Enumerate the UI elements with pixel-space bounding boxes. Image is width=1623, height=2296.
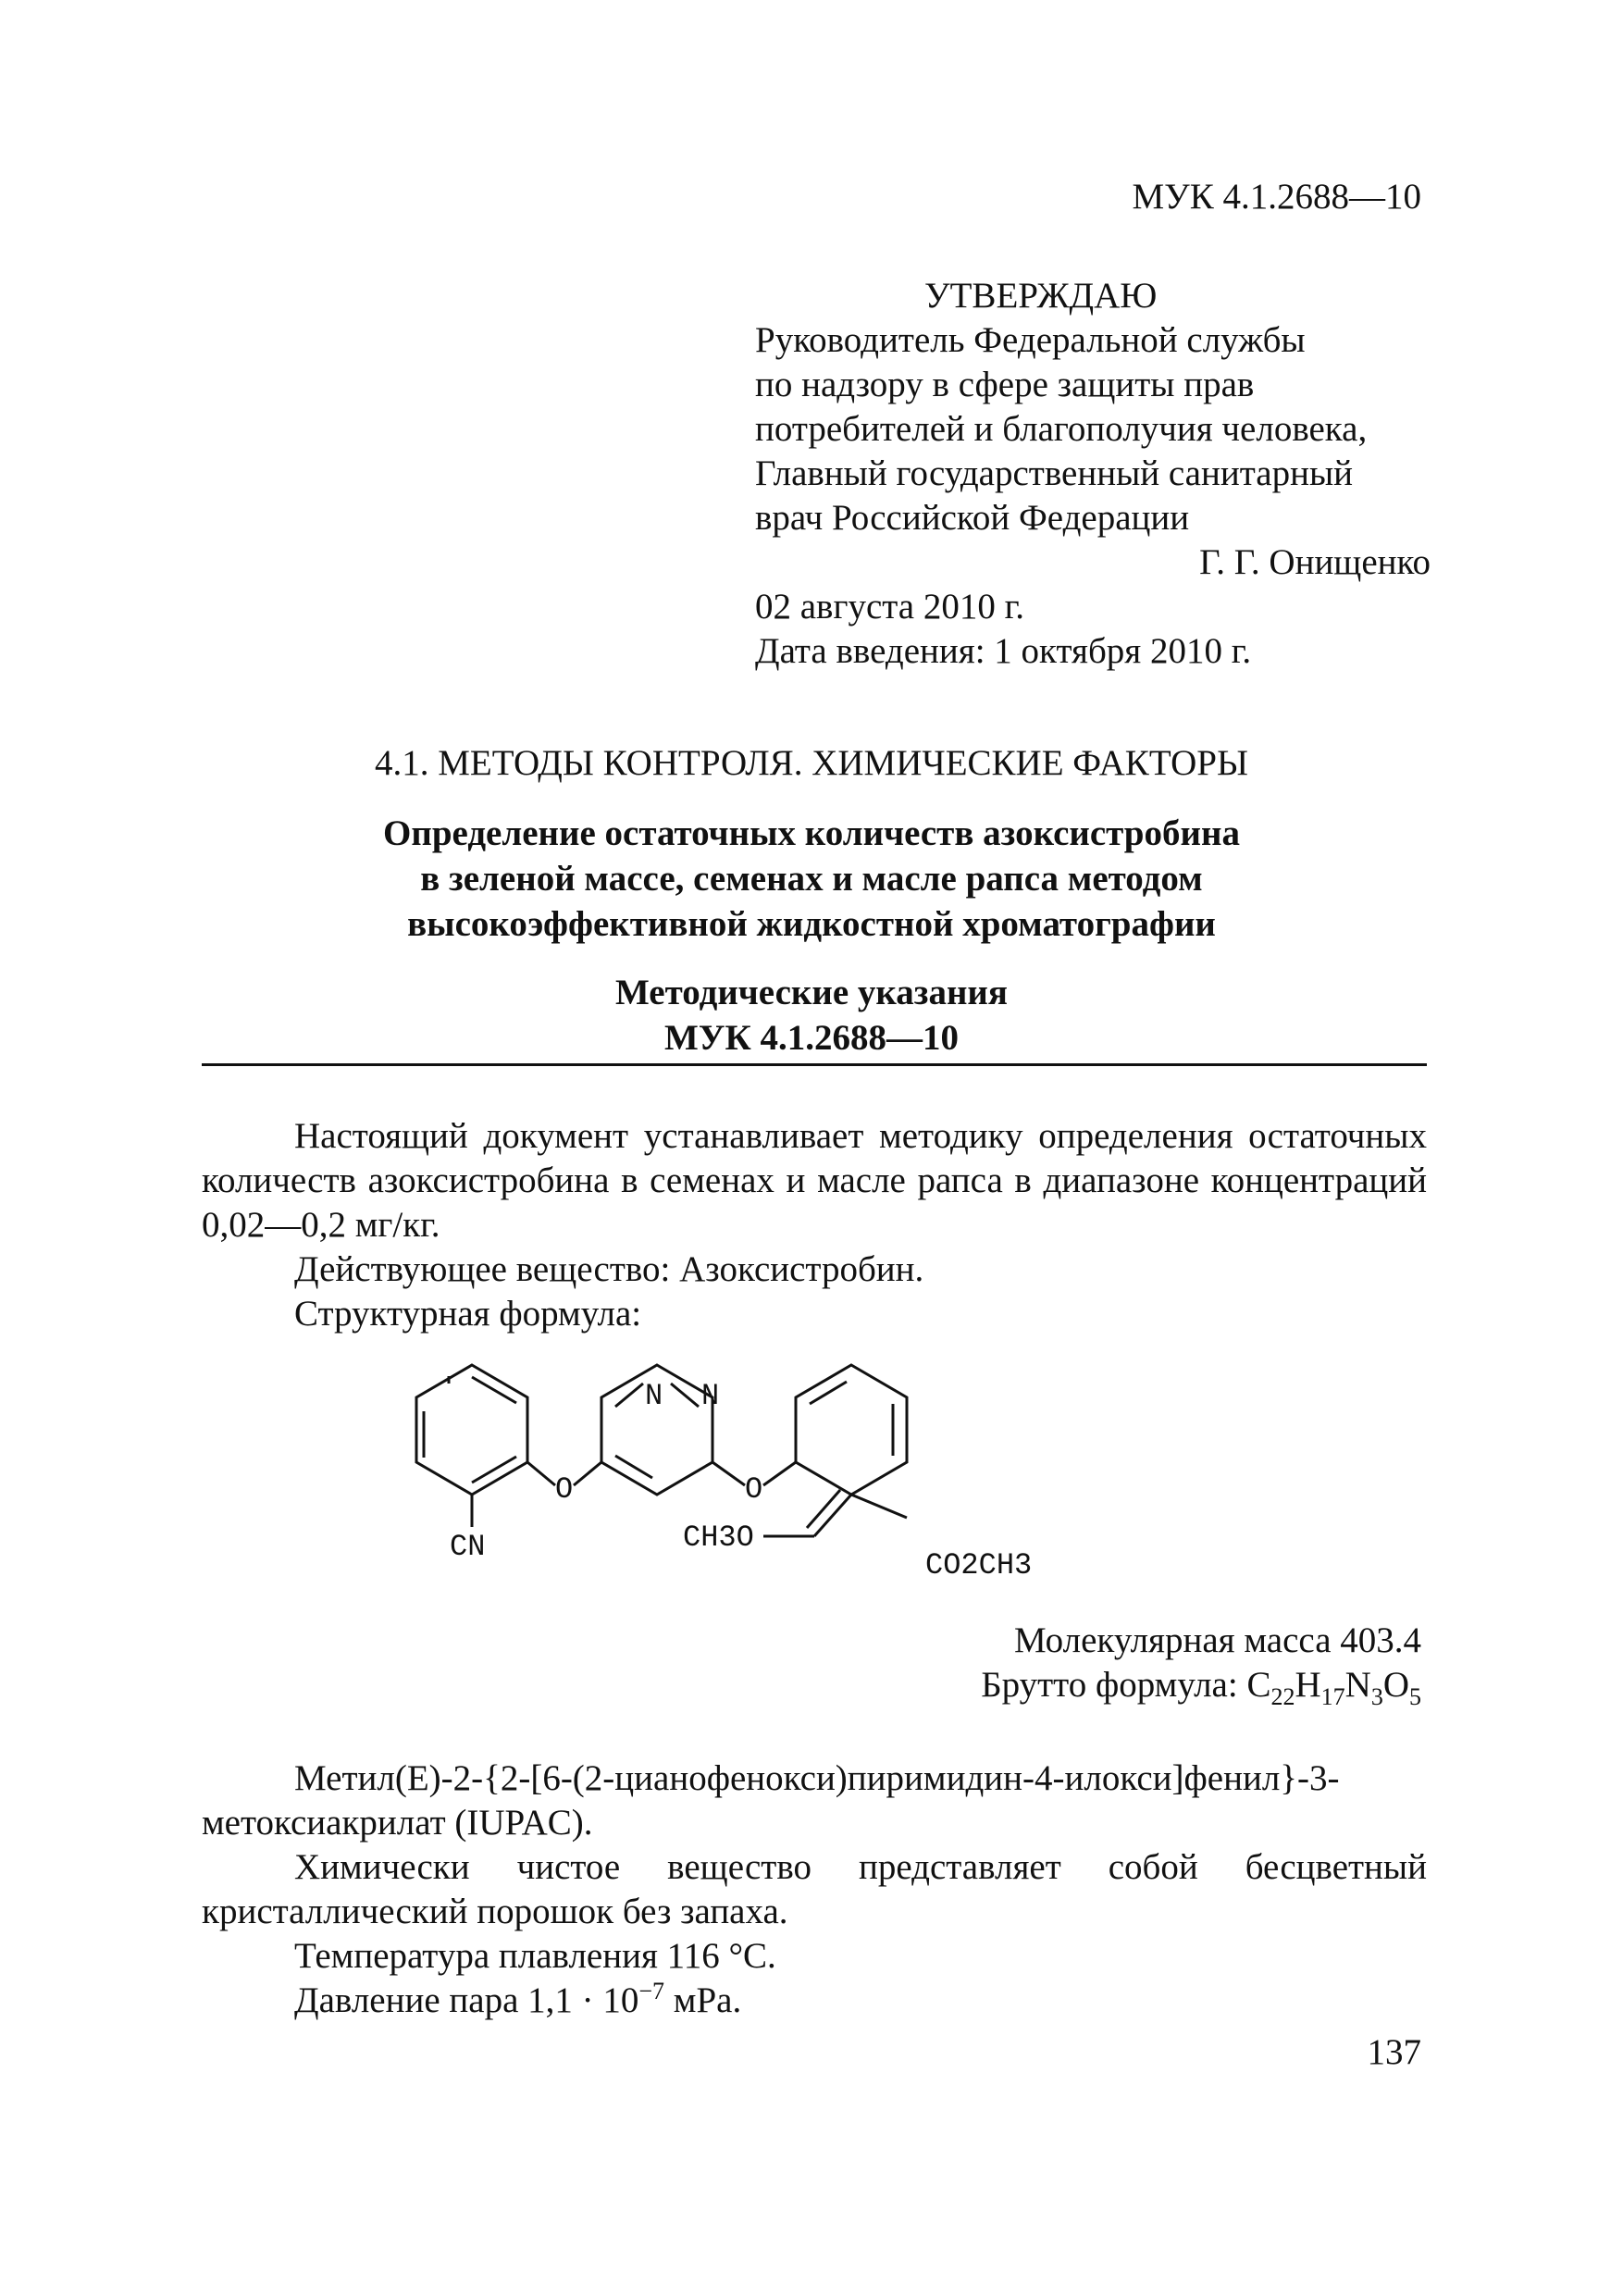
approval-title: УТВЕРЖДАЮ — [924, 276, 1158, 316]
formula-subscript: 22 — [1270, 1682, 1295, 1710]
introduction-date: Дата введения: 1 октября 2010 г. — [755, 631, 1252, 671]
document-code: МУК 4.1.2688—10 — [1132, 177, 1421, 217]
document-title — [0, 811, 1623, 947]
title-divider — [202, 1063, 1427, 1066]
vapor-pressure — [202, 1979, 1427, 2023]
formula-group-co2ch3: CO2CH3 — [925, 1548, 1033, 1582]
formula-element: H — [1295, 1665, 1321, 1705]
title-line: Определение остаточных количеств азоксистробина — [383, 813, 1240, 853]
approval-line: врач Российской Федерации — [755, 498, 1190, 538]
vapor-pressure-exponent: −7 — [638, 1978, 665, 2004]
formula-group-cn: CN — [450, 1530, 486, 1564]
vapor-pressure-unit: мPa. — [664, 1980, 742, 2020]
intro-paragraph: Настоящий документ устанавливает методику определения остаточных количеств азоксистробина в семенах и масле рапса в диапазоне концентраций 0,02—0,2 мг/кг. — [202, 1116, 1427, 1245]
formula-atom-o: O — [555, 1472, 574, 1507]
subtitle-line: Методические указания — [614, 973, 1008, 1012]
molecular-mass: Молекулярная масса 403.4 — [1013, 1620, 1421, 1660]
formula-atom-o: O — [745, 1472, 763, 1507]
vapor-pressure-value: Давление пара 1,1 · 10 — [294, 1980, 639, 2020]
document-subtitle — [0, 970, 1623, 1061]
formula-group-ch3o: CH3O — [683, 1520, 754, 1555]
gross-formula-label: Брутто формула: — [981, 1665, 1247, 1705]
formula-element: N — [1344, 1665, 1371, 1705]
title-line: в зеленой массе, семенах и масле рапса методом — [420, 859, 1203, 899]
structural-formula-label: Структурная формула: — [294, 1294, 642, 1334]
melting-point: Температура плавления 116 °C. — [294, 1936, 776, 1976]
approval-block — [755, 274, 1431, 674]
formula-element: C — [1246, 1665, 1271, 1705]
appearance-paragraph: Химически чистое вещество представляет собой бесцветный кристаллический порошок без запаха. — [202, 1847, 1427, 1931]
signatory-name: Г. Г. Онищенко — [1199, 542, 1431, 582]
iupac-name: Метил(E)-2-{2-[6-(2-цианофенокси)пиримидин-4-илокси]фенил}-3-метоксиакрилат (IUPAC). — [202, 1758, 1340, 1843]
approval-line: потребителей и благополучия человека, — [755, 409, 1368, 449]
title-line: высокоэффективной жидкостной хроматографии — [407, 904, 1216, 944]
section-heading: 4.1. МЕТОДЫ КОНТРОЛЯ. ХИМИЧЕСКИЕ ФАКТОРЫ — [375, 743, 1248, 783]
formula-subscript: 5 — [1409, 1682, 1421, 1710]
formula-subscript: 3 — [1370, 1682, 1383, 1710]
page-number: 137 — [1367, 2032, 1421, 2072]
approval-date: 02 августа 2010 г. — [755, 587, 1024, 627]
structural-formula — [389, 1347, 1203, 1606]
formula-element: O — [1382, 1665, 1409, 1705]
formula-atom-n: N — [701, 1379, 720, 1413]
approval-line: Руководитель Федеральной службы — [755, 320, 1306, 360]
subtitle-line: МУК 4.1.2688—10 — [664, 1018, 959, 1058]
gross-formula — [981, 1663, 1421, 1710]
substance-properties — [981, 1619, 1421, 1710]
active-substance: Действующее вещество: Азоксистробин. — [294, 1249, 924, 1289]
approval-line: по надзору в сфере защиты прав — [755, 365, 1255, 404]
approval-line: Главный государственный санитарный — [755, 453, 1354, 493]
formula-subscript: 17 — [1320, 1682, 1345, 1710]
formula-atom-n: N — [645, 1379, 663, 1413]
